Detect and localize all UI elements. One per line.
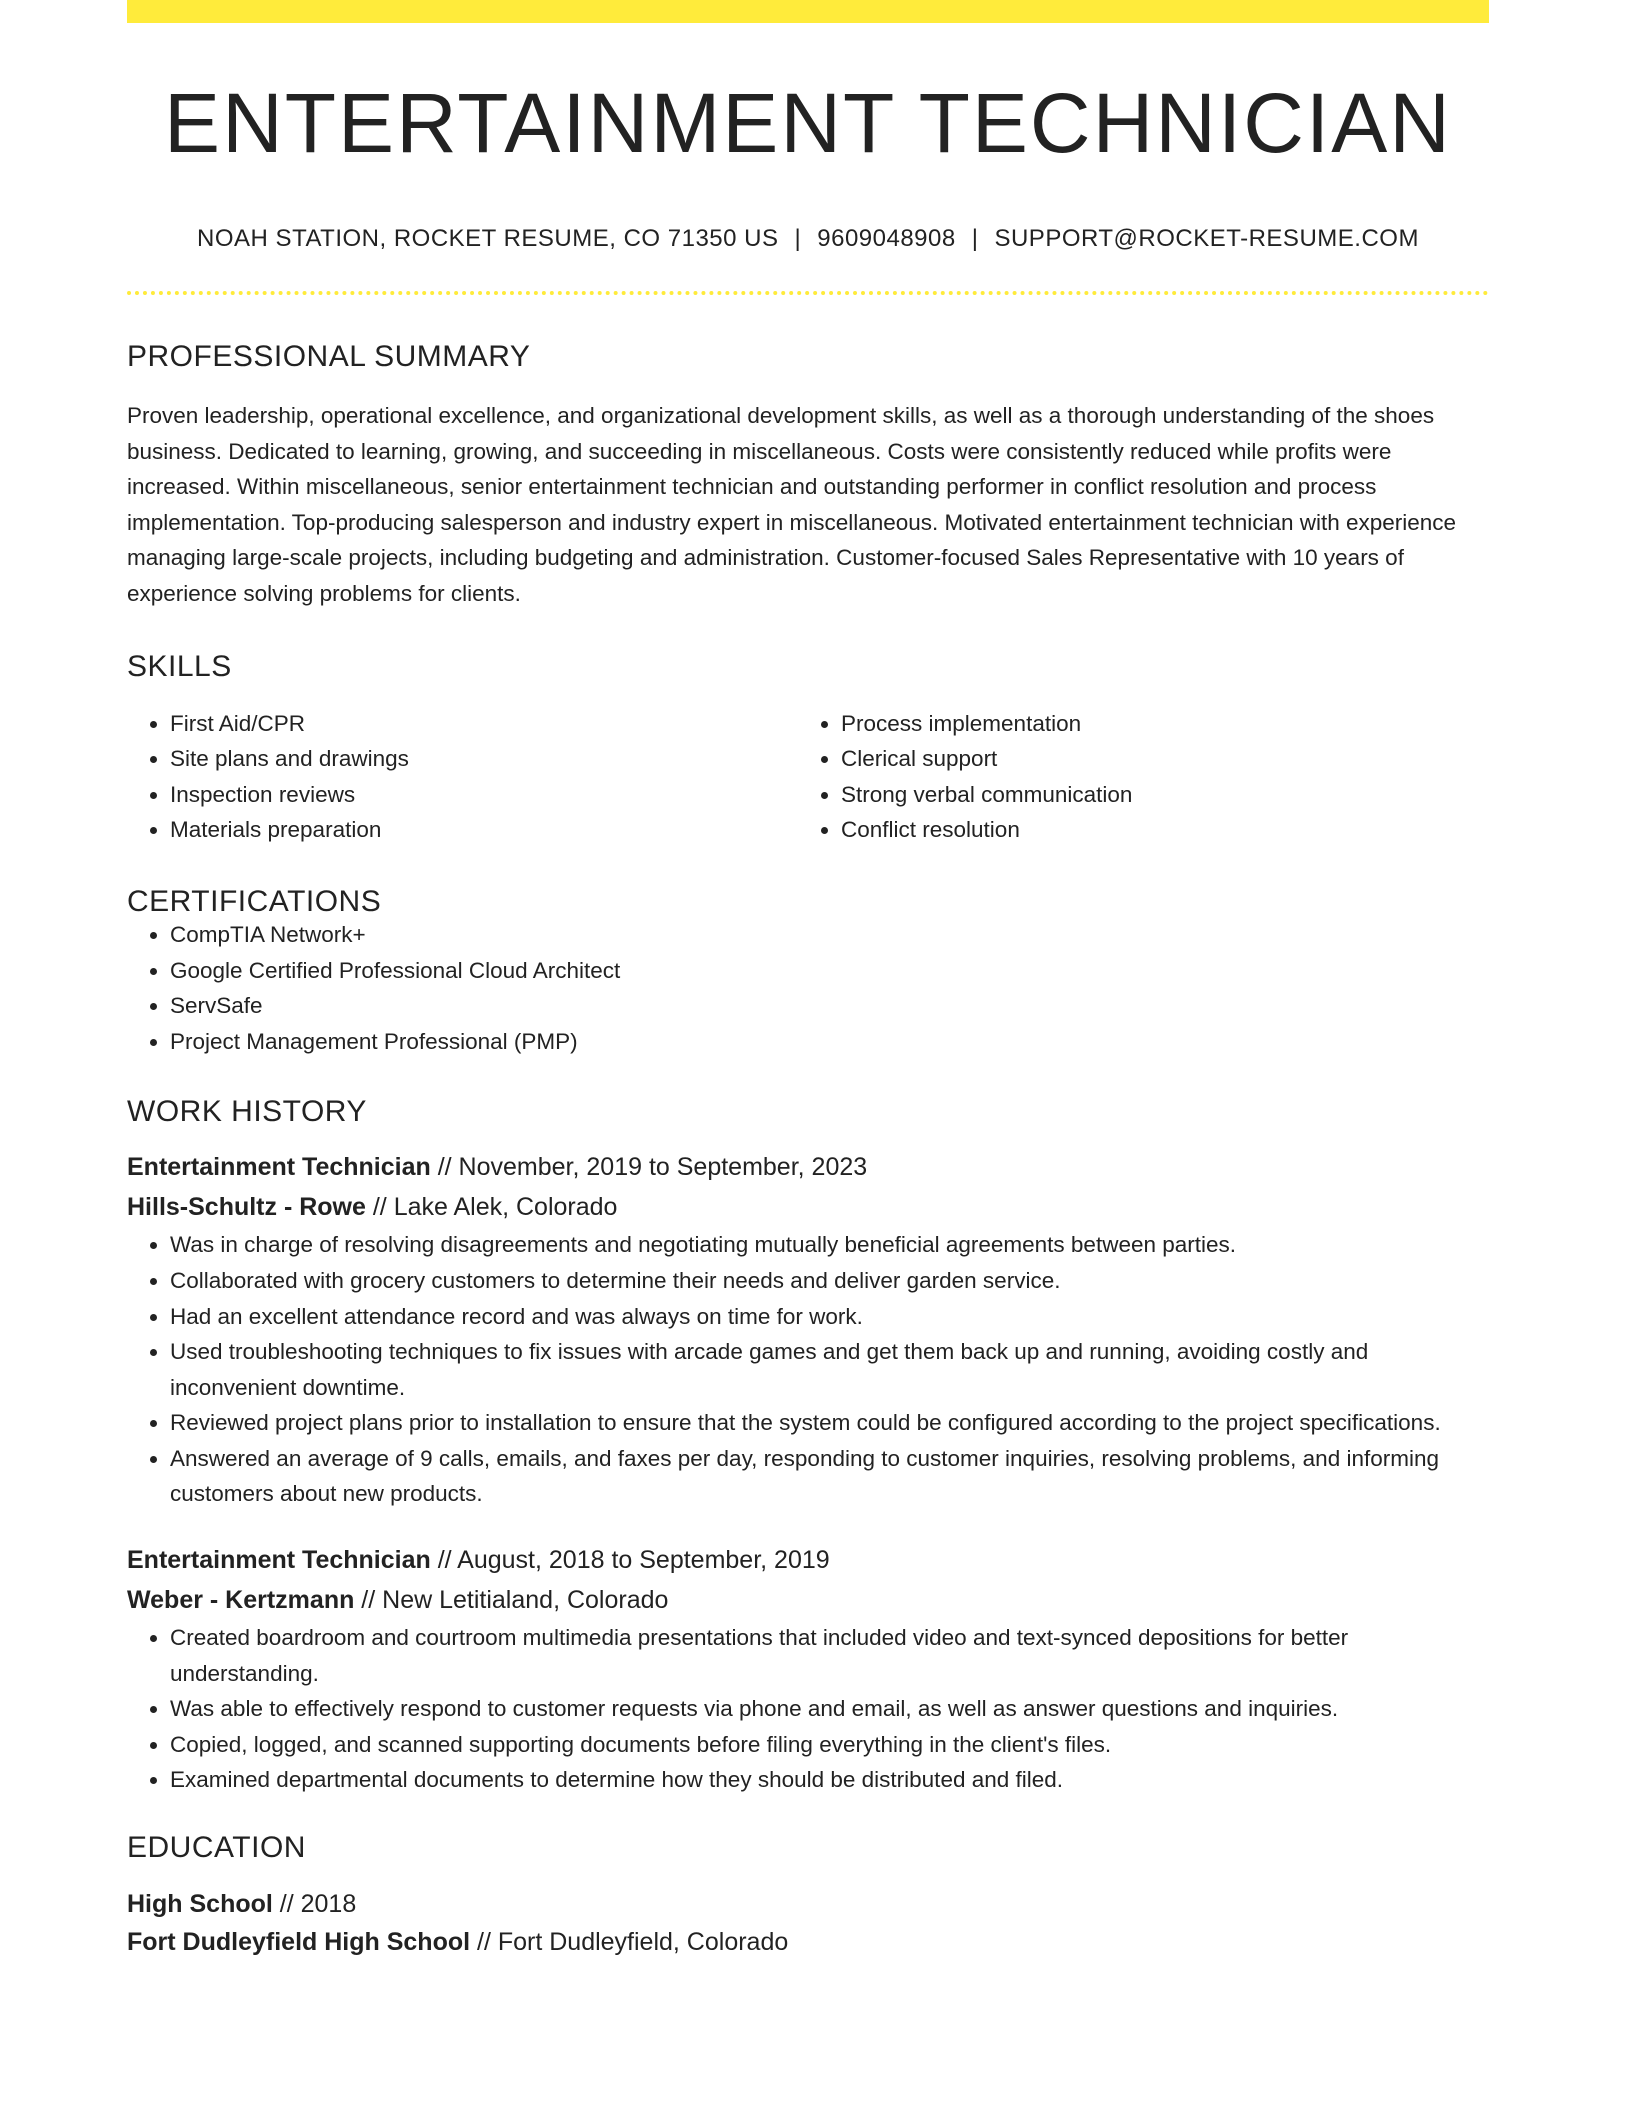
job-dates: // November, 2019 to September, 2023	[430, 1153, 868, 1182]
certification-item: • ServSafe	[170, 988, 1489, 1024]
education-entry	[127, 1885, 1489, 1961]
certification-item: • Project Management Professional (PMP)	[170, 1024, 1489, 1060]
skill-item: • First Aid/CPR	[170, 706, 798, 742]
skill-item: • Process implementation	[841, 706, 1469, 742]
skills-grid	[127, 706, 1489, 848]
certification-item: • Google Certified Professional Cloud Architect	[170, 953, 1489, 989]
contact-phone: 9609048908	[817, 225, 956, 252]
job-entry	[127, 1147, 1489, 1512]
skills-list-left	[127, 706, 798, 848]
job-bullet: • Had an excellent attendance record and was always on time for work.	[170, 1299, 1489, 1335]
education-degree-line	[127, 1885, 1489, 1923]
job-bullet: • Collaborated with grocery customers to determine their needs and deliver garden service.	[170, 1263, 1489, 1299]
accent-top-bar	[127, 0, 1489, 23]
job-bullet: • Created boardroom and courtroom multimedia presentations that included video and text-synced depositions for better understanding.	[170, 1620, 1489, 1691]
job-company: Weber - Kertzmann	[127, 1586, 355, 1615]
resume-page	[127, 0, 1489, 1961]
job-company-line	[127, 1580, 1489, 1620]
summary-text: Proven leadership, operational excellence, and organizational development skills, as well as a thorough understanding of the shoes business. Dedicated to learning, growing, and succeeding in miscellaneous. Costs were consistently reduced while profits were increased. Within miscellaneous, senior entertainment technician and outstanding performer in conflict resolution and process implementation. Top-producing salesperson and industry expert in miscellaneous. Motivated entertainment technician with experience managing large-scale projects, including budgeting and administration. Customer-focused Sales Representative with 10 years of experience solving problems for clients.	[127, 403, 1457, 606]
job-bullet: • Was in charge of resolving disagreements and negotiating mutually beneficial agreements between parties.	[170, 1227, 1489, 1263]
job-entry	[127, 1540, 1489, 1798]
work-history-title: WORK HISTORY	[127, 1095, 367, 1129]
skill-item: • Materials preparation	[170, 812, 798, 848]
contact-address: NOAH STATION, ROCKET RESUME, CO 71350 US	[197, 225, 779, 252]
education-title: EDUCATION	[127, 1831, 306, 1865]
skill-item: • Conflict resolution	[841, 812, 1469, 848]
job-location: // New Letitialand, Colorado	[354, 1586, 669, 1615]
job-role: Entertainment Technician	[127, 1546, 431, 1575]
job-role: Entertainment Technician	[127, 1153, 431, 1182]
job-bullet: • Used troubleshooting techniques to fix issues with arcade games and get them back up and running, avoiding costly and inconvenient downtime.	[170, 1334, 1489, 1405]
job-bullets	[127, 1227, 1489, 1512]
contact-separator: |	[971, 225, 979, 252]
certifications-title: CERTIFICATIONS	[127, 884, 382, 918]
job-bullet: • Copied, logged, and scanned supporting documents before filing everything in the client's files.	[170, 1727, 1489, 1763]
skill-item: • Inspection reviews	[170, 777, 798, 813]
job-company-line	[127, 1187, 1489, 1227]
job-bullets	[127, 1620, 1489, 1798]
summary-title: PROFESSIONAL SUMMARY	[127, 340, 531, 373]
skills-column-left	[127, 706, 798, 848]
education-school-line	[127, 1923, 1489, 1961]
skills-column-right	[798, 706, 1469, 848]
job-bullet: • Examined departmental documents to determine how they should be distributed and filed.	[170, 1762, 1489, 1798]
education-year: // 2018	[272, 1890, 357, 1919]
job-role-line	[127, 1147, 1489, 1187]
certifications-list	[127, 917, 1489, 1059]
job-role-line	[127, 1540, 1489, 1580]
dotted-divider	[127, 291, 1489, 295]
skill-item: • Strong verbal communication	[841, 777, 1469, 813]
job-dates: // August, 2018 to September, 2019	[430, 1546, 830, 1575]
job-bullet: • Reviewed project plans prior to installation to ensure that the system could be configured according to the project specifications.	[170, 1405, 1489, 1441]
job-location: // Lake Alek, Colorado	[365, 1193, 618, 1222]
contact-line	[127, 227, 1489, 251]
education-degree: High School	[127, 1890, 273, 1919]
skill-item: • Site plans and drawings	[170, 741, 798, 777]
education-location: // Fort Dudleyfield, Colorado	[470, 1928, 789, 1957]
education-school: Fort Dudleyfield High School	[127, 1928, 471, 1957]
job-company: Hills-Schultz - Rowe	[127, 1193, 366, 1222]
skills-title: SKILLS	[127, 649, 232, 683]
contact-email: SUPPORT@ROCKET-RESUME.COM	[994, 225, 1419, 252]
skill-item: • Clerical support	[841, 741, 1469, 777]
skills-list-right	[798, 706, 1469, 848]
contact-separator: |	[794, 225, 802, 252]
resume-name: ENTERTAINMENT TECHNICIAN	[164, 76, 1452, 170]
certification-item: • CompTIA Network+	[170, 917, 1489, 953]
job-bullet: • Answered an average of 9 calls, emails, and faxes per day, responding to customer inquiries, resolving problems, and informing customers about new products.	[170, 1441, 1489, 1512]
job-bullet: • Was able to effectively respond to customer requests via phone and email, as well as answer questions and inquiries.	[170, 1691, 1489, 1727]
